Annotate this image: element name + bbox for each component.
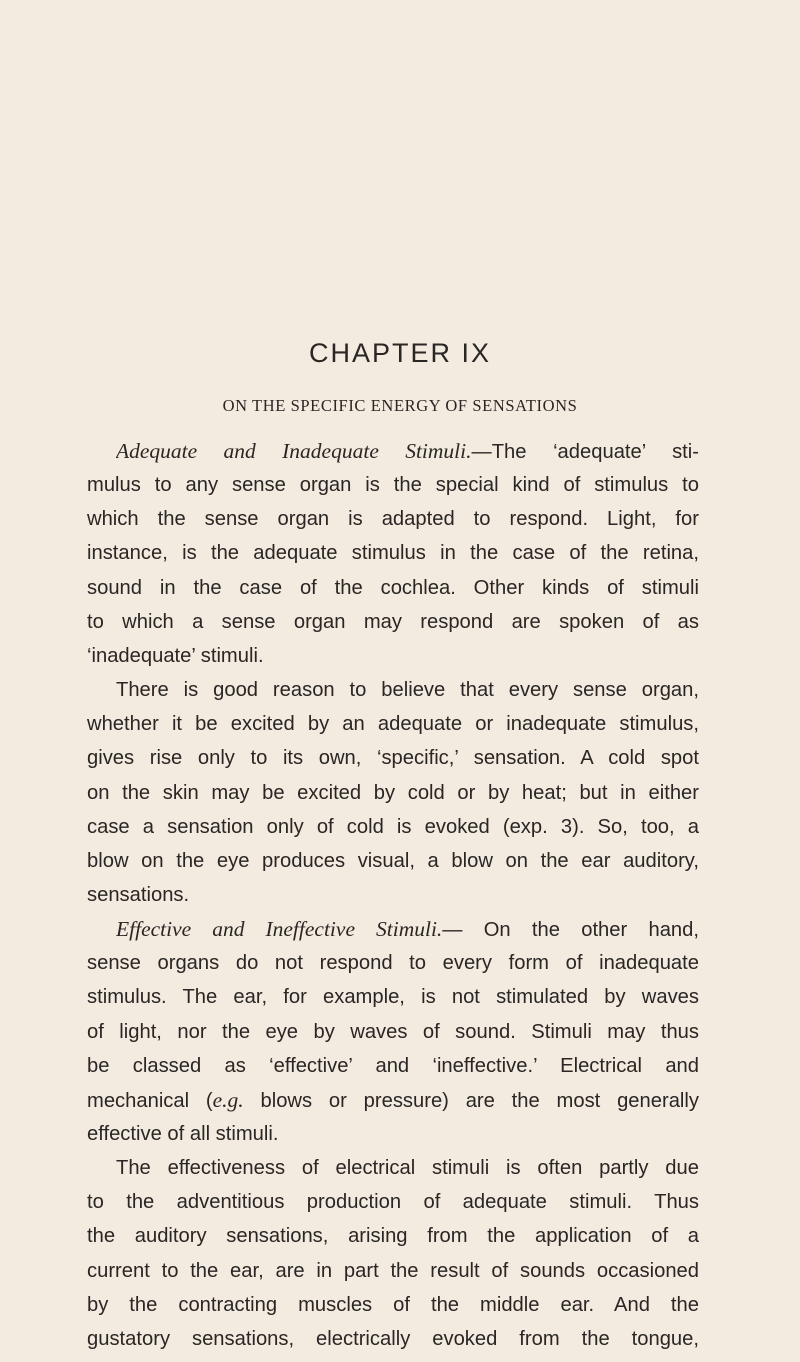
line-text: There is good reason to believe that every sense organ, <box>116 679 699 702</box>
text-line <box>87 1288 699 1322</box>
text-line <box>116 1151 699 1185</box>
line-text: to the adventitious production of adequate stimuli. Thus <box>87 1191 699 1214</box>
line-text: of light, nor the eye by waves of sound. Stimuli may thus <box>87 1020 699 1043</box>
chapter-title: ON THE SPECIFIC ENERGY OF SENSATIONS <box>222 396 578 415</box>
text-line <box>87 571 699 605</box>
text-line <box>87 1049 699 1083</box>
section-heading: Effective and Ineffective Stimuli. <box>116 917 443 942</box>
text-line <box>87 946 699 980</box>
line-text: effective of all stimuli. <box>87 1123 279 1145</box>
line-text: The effectiveness of electrical stimuli is often partly due <box>116 1157 699 1180</box>
section-heading: Adequate and Inadequate Stimuli. <box>116 439 472 463</box>
text-line <box>87 468 699 502</box>
text-line <box>87 1322 699 1356</box>
line-text: blow on the eye produces visual, a blow on the ear auditory, <box>87 849 699 872</box>
text-line <box>87 605 699 639</box>
line-text: the auditory sensations, arising from the application of a <box>87 1225 699 1248</box>
line-text: ‘inadequate’ stimuli. <box>87 644 264 667</box>
italic-abbreviation: e.g. <box>212 1087 244 1112</box>
line-text: gustatory sensations, electrically evoked from the tongue, <box>87 1327 699 1350</box>
text-line <box>87 878 699 912</box>
line-text: current to the ear, are in part the result of sounds occasioned <box>87 1259 699 1282</box>
line-text: stimulus. The ear, for example, is not stimulated by waves <box>87 986 699 1009</box>
line-text: which the sense organ is adapted to respond. Light, for <box>87 508 699 531</box>
line-text: blows or pressure) are the most generally <box>243 1089 699 1112</box>
text-line <box>87 1219 699 1253</box>
text-line <box>87 844 699 878</box>
line-text: mulus to any sense organ is the special kind of stimulus to <box>87 474 699 497</box>
line-text: case a sensation only of cold is evoked (exp. 3). So, too, a <box>87 815 699 838</box>
line-text: —The ‘adequate’ sti- <box>471 441 699 463</box>
text-line <box>87 1185 699 1219</box>
text-line <box>116 912 699 946</box>
line-text-before: mechanical ( <box>87 1089 213 1112</box>
text-line <box>87 1254 699 1288</box>
line-text: by the contracting muscles of the middle ear. And the <box>87 1293 699 1316</box>
line-text: whether it be excited by an adequate or inadequate stimulus, <box>87 713 699 736</box>
text-line <box>87 1117 699 1151</box>
line-text: sound in the case of the cochlea. Other kinds of stimuli <box>87 576 699 599</box>
text-line <box>116 434 699 468</box>
line-text: — On the other hand, <box>442 919 699 942</box>
line-text: sensations. <box>87 883 190 906</box>
text-line <box>87 536 699 570</box>
line-text: on the skin may be excited by cold or by heat; but in either <box>87 781 699 804</box>
line-text: sense organs do not respond to every form of inadequate <box>87 952 699 975</box>
line-text: to which a sense organ may respond are spoken of as <box>87 610 699 633</box>
text-line <box>87 741 699 775</box>
text-line <box>87 1015 699 1049</box>
text-line <box>87 980 699 1014</box>
text-line <box>87 810 699 844</box>
line-text: instance, is the adequate stimulus in the case of the retina, <box>87 542 699 565</box>
text-line <box>116 673 699 707</box>
chapter-number: CHAPTER IX <box>308 338 492 368</box>
text-line <box>87 639 699 673</box>
text-line <box>87 707 699 741</box>
text-line <box>87 776 699 810</box>
line-text: gives rise only to its own, ‘specific,’ sensation. A cold spot <box>87 747 699 770</box>
text-line <box>87 1083 699 1117</box>
line-text: be classed as ‘effective’ and ‘ineffective.’ Electrical and <box>87 1054 699 1077</box>
text-line <box>87 502 699 536</box>
